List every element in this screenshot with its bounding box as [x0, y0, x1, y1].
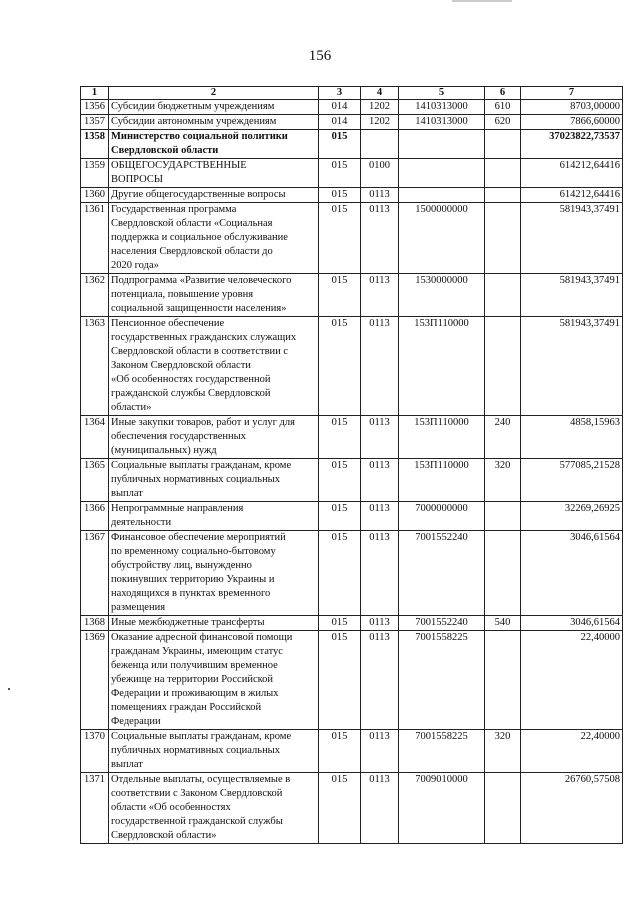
row-number: 1371 [81, 773, 109, 844]
row-name-line: Субсидии бюджетным учреждениям [111, 101, 275, 112]
row-name-line: населения Свердловской области до [111, 246, 273, 257]
row-name-line: Иные межбюджетные трансферты [111, 617, 265, 628]
row-number: 1363 [81, 317, 109, 416]
row-name-line: публичных нормативных социальных [111, 474, 280, 485]
row-expense-type [485, 203, 521, 274]
row-number: 1358 [81, 130, 109, 159]
row-name [109, 317, 319, 416]
row-name [109, 616, 319, 631]
row-name [109, 459, 319, 502]
row-name-line: беженца или получившим временное [111, 660, 278, 671]
row-name [109, 730, 319, 773]
row-target-code: 153П110000 [399, 459, 485, 502]
row-name-line: «Об особенностях государственной [111, 374, 271, 385]
row-name-line: обустройству лиц, вынужденно [111, 560, 252, 571]
row-ministry-code: 014 [319, 100, 361, 115]
row-target-code: 7001552240 [399, 531, 485, 616]
row-number: 1357 [81, 115, 109, 130]
row-name-line: ОБЩЕГОСУДАРСТВЕННЫЕ [111, 160, 247, 171]
header-col-3: 3 [319, 87, 361, 100]
row-name-line: убежище на территории Российской [111, 674, 274, 685]
row-target-code [399, 159, 485, 188]
row-name-line: помещениях граждан Российской [111, 702, 262, 713]
row-number: 1367 [81, 531, 109, 616]
row-name-line: Иные закупки товаров, работ и услуг для [111, 417, 295, 428]
row-name [109, 773, 319, 844]
scan-edge-mark [452, 0, 512, 2]
row-ministry-code: 015 [319, 531, 361, 616]
row-ministry-code: 015 [319, 317, 361, 416]
row-ministry-code: 015 [319, 773, 361, 844]
row-name-line: ВОПРОСЫ [111, 174, 164, 185]
header-col-5: 5 [399, 87, 485, 100]
row-name-line: поддержка и социальное обслуживание [111, 232, 288, 243]
header-col-7: 7 [521, 87, 623, 100]
row-name-line: находящихся в пунктах временного [111, 588, 271, 599]
table-row [81, 459, 623, 502]
row-name-line: Социальные выплаты гражданам, кроме [111, 731, 292, 742]
row-number: 1360 [81, 188, 109, 203]
row-number: 1362 [81, 274, 109, 317]
row-name-line: выплат [111, 488, 143, 499]
row-target-code [399, 130, 485, 159]
row-expense-type [485, 631, 521, 730]
row-name-line: государственной гражданской службы [111, 816, 283, 827]
row-number: 1365 [81, 459, 109, 502]
row-section-code: 0113 [361, 416, 399, 459]
row-section-code [361, 130, 399, 159]
row-ministry-code: 015 [319, 502, 361, 531]
row-amount: 581943,37491 [521, 203, 623, 274]
table-row [81, 115, 623, 130]
row-number: 1361 [81, 203, 109, 274]
table-row [81, 188, 623, 203]
row-ministry-code: 015 [319, 459, 361, 502]
row-section-code: 0113 [361, 317, 399, 416]
row-number: 1359 [81, 159, 109, 188]
row-ministry-code: 015 [319, 203, 361, 274]
row-ministry-code: 014 [319, 115, 361, 130]
table-row [81, 100, 623, 115]
row-section-code: 0113 [361, 531, 399, 616]
row-amount: 22,40000 [521, 730, 623, 773]
row-target-code: 153П110000 [399, 317, 485, 416]
row-name [109, 531, 319, 616]
row-name-line: гражданам Украины, имеющим статус [111, 646, 283, 657]
row-name-line: Федерации [111, 716, 161, 727]
row-number: 1369 [81, 631, 109, 730]
header-row [81, 87, 623, 100]
row-name-line: Отдельные выплаты, осуществляемые в [111, 774, 291, 785]
row-ministry-code: 015 [319, 616, 361, 631]
row-target-code: 1500000000 [399, 203, 485, 274]
row-target-code [399, 188, 485, 203]
row-expense-type: 320 [485, 730, 521, 773]
table-row [81, 502, 623, 531]
table-row [81, 531, 623, 616]
row-section-code: 0113 [361, 203, 399, 274]
row-expense-type [485, 188, 521, 203]
row-name-line: государственных гражданских служащих [111, 332, 297, 343]
row-amount: 3046,61564 [521, 531, 623, 616]
row-amount: 32269,26925 [521, 502, 623, 531]
table-body [81, 100, 623, 844]
row-ministry-code: 015 [319, 274, 361, 317]
table-row [81, 616, 623, 631]
row-name-line: деятельности [111, 517, 172, 528]
table-row [81, 203, 623, 274]
row-name-line: (муниципальных) нужд [111, 445, 217, 456]
row-section-code: 0113 [361, 502, 399, 531]
row-name [109, 203, 319, 274]
row-name-line: размещения [111, 602, 166, 613]
row-section-code: 1202 [361, 100, 399, 115]
row-amount: 22,40000 [521, 631, 623, 730]
row-name-line: потенциала, повышение уровня [111, 289, 254, 300]
row-section-code: 1202 [361, 115, 399, 130]
table-row [81, 317, 623, 416]
row-ministry-code: 015 [319, 416, 361, 459]
row-name-line: Оказание адресной финансовой помощи [111, 632, 293, 643]
row-name [109, 130, 319, 159]
row-name-line: Финансовое обеспечение мероприятий [111, 532, 286, 543]
row-section-code: 0113 [361, 631, 399, 730]
row-target-code: 7001558225 [399, 730, 485, 773]
row-name [109, 274, 319, 317]
row-number: 1368 [81, 616, 109, 631]
row-ministry-code: 015 [319, 159, 361, 188]
row-name-line: Свердловской области «Социальная [111, 218, 273, 229]
row-name-line: области» [111, 402, 152, 413]
row-name-line: 2020 года» [111, 260, 159, 271]
row-amount: 37023822,73537 [521, 130, 623, 159]
row-amount: 577085,21528 [521, 459, 623, 502]
row-expense-type: 240 [485, 416, 521, 459]
table-row [81, 416, 623, 459]
row-expense-type [485, 502, 521, 531]
row-name [109, 631, 319, 730]
row-name-line: по временному социально-бытовому [111, 546, 276, 557]
row-expense-type: 320 [485, 459, 521, 502]
row-expense-type: 620 [485, 115, 521, 130]
row-target-code: 1410313000 [399, 100, 485, 115]
row-name-line: обеспечения государственных [111, 431, 246, 442]
row-amount: 4858,15963 [521, 416, 623, 459]
row-number: 1364 [81, 416, 109, 459]
row-target-code: 1530000000 [399, 274, 485, 317]
row-name-line: гражданской службы Свердловской [111, 388, 271, 399]
row-name [109, 100, 319, 115]
row-name-line: Социальные выплаты гражданам, кроме [111, 460, 292, 471]
row-section-code: 0113 [361, 730, 399, 773]
row-section-code: 0113 [361, 773, 399, 844]
row-name-line: публичных нормативных социальных [111, 745, 280, 756]
row-ministry-code: 015 [319, 130, 361, 159]
row-amount: 614212,64416 [521, 188, 623, 203]
row-name-line: соответствии с Законом Свердловской [111, 788, 283, 799]
page-number: 156 [308, 48, 332, 64]
budget-table [80, 86, 623, 844]
row-expense-type [485, 159, 521, 188]
row-section-code: 0100 [361, 159, 399, 188]
row-expense-type [485, 317, 521, 416]
header-col-1: 1 [81, 87, 109, 100]
table-row [81, 274, 623, 317]
row-amount: 614212,64416 [521, 159, 623, 188]
row-name-line: Свердловской области в соответствии с [111, 346, 289, 357]
row-name-line: Свердловской области» [111, 830, 217, 841]
table-row [81, 631, 623, 730]
row-target-code: 7001552240 [399, 616, 485, 631]
table-row [81, 130, 623, 159]
row-ministry-code: 015 [319, 631, 361, 730]
row-name-line: Государственная программа [111, 204, 237, 215]
row-section-code: 0113 [361, 274, 399, 317]
row-name [109, 159, 319, 188]
row-number: 1366 [81, 502, 109, 531]
row-name [109, 115, 319, 130]
row-amount: 26760,57508 [521, 773, 623, 844]
row-target-code: 7009010000 [399, 773, 485, 844]
row-target-code: 7001558225 [399, 631, 485, 730]
row-ministry-code: 015 [319, 730, 361, 773]
row-target-code: 1410313000 [399, 115, 485, 130]
header-col-6: 6 [485, 87, 521, 100]
row-number: 1356 [81, 100, 109, 115]
row-expense-type [485, 773, 521, 844]
table-row [81, 773, 623, 844]
row-name [109, 502, 319, 531]
row-ministry-code: 015 [319, 188, 361, 203]
row-section-code: 0113 [361, 459, 399, 502]
row-name-line: покинувших территорию Украины и [111, 574, 275, 585]
row-expense-type [485, 531, 521, 616]
row-target-code: 7000000000 [399, 502, 485, 531]
row-expense-type [485, 130, 521, 159]
scan-dot-mark [8, 688, 10, 690]
row-amount: 7866,60000 [521, 115, 623, 130]
header-col-2: 2 [109, 87, 319, 100]
row-amount: 581943,37491 [521, 274, 623, 317]
row-name-line: выплат [111, 759, 143, 770]
row-expense-type [485, 274, 521, 317]
row-name-line: социальной защищенности населения» [111, 303, 287, 314]
row-amount: 8703,00000 [521, 100, 623, 115]
row-name [109, 188, 319, 203]
row-name-line: Федерации и проживающим в жилых [111, 688, 279, 699]
row-name [109, 416, 319, 459]
table-row [81, 730, 623, 773]
row-name-line: Подпрограмма «Развитие человеческого [111, 275, 292, 286]
row-section-code: 0113 [361, 616, 399, 631]
row-amount: 3046,61564 [521, 616, 623, 631]
row-target-code: 153П110000 [399, 416, 485, 459]
row-number: 1370 [81, 730, 109, 773]
row-name-line: Непрограммные направления [111, 503, 244, 514]
row-expense-type: 540 [485, 616, 521, 631]
row-section-code: 0113 [361, 188, 399, 203]
row-name-line: Субсидии автономным учреждениям [111, 116, 277, 127]
row-amount: 581943,37491 [521, 317, 623, 416]
table-row [81, 159, 623, 188]
row-name-line: Другие общегосударственные вопросы [111, 189, 286, 200]
row-name-line: Министерство социальной политики [111, 131, 288, 142]
row-name-line: Свердловской области [111, 145, 219, 156]
row-expense-type: 610 [485, 100, 521, 115]
row-name-line: Законом Свердловской области [111, 360, 251, 371]
row-name-line: Пенсионное обеспечение [111, 318, 225, 329]
row-name-line: области «Об особенностях [111, 802, 231, 813]
header-col-4: 4 [361, 87, 399, 100]
